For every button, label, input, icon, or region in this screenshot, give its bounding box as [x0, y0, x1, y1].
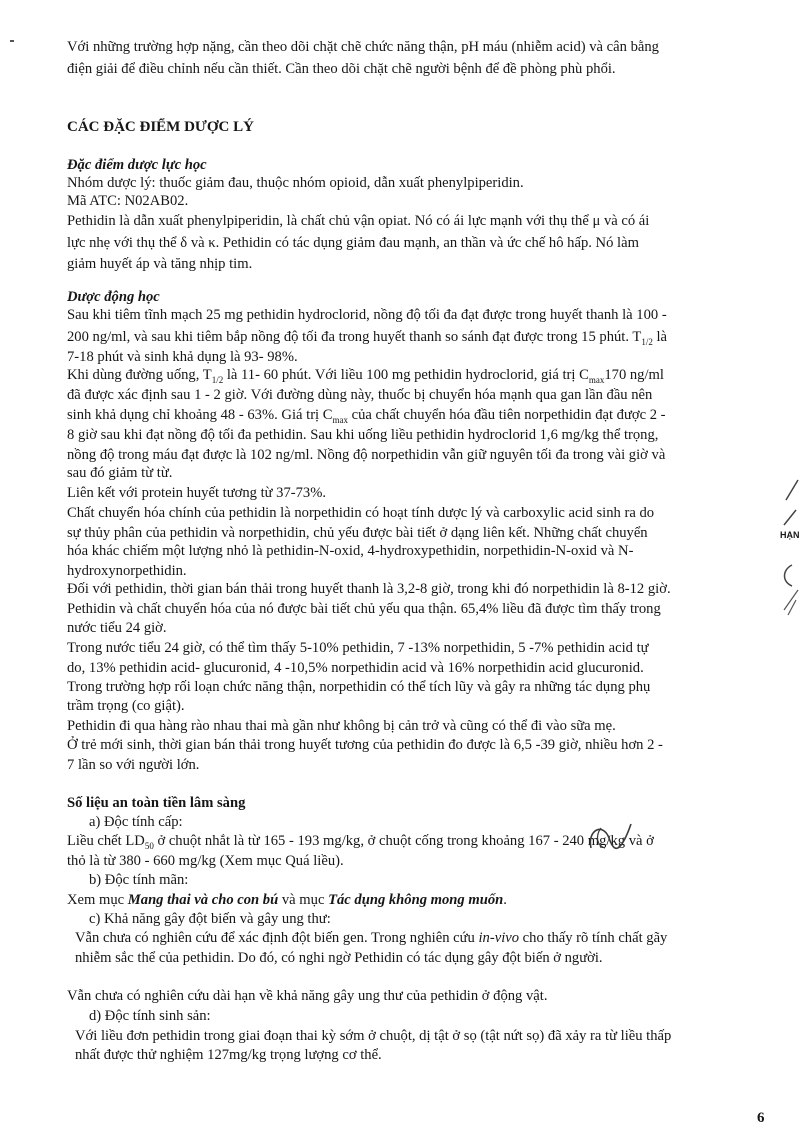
pk-line-18: Trong nước tiểu 24 giờ, có thể tìm thấy 5-10% pethidin, 7 -13% norpethidin, 5 -7% pethidin acid tự: [67, 640, 649, 656]
pk-line-4: Khi dùng đường uống, $T_{1/2}$ là 11- 60 phút. Với liều 100 mg pethidin hydroclorid, giá trị $C_{max}170$ ng/ml: [67, 367, 664, 385]
pk-line-3: 7-18 phút và sinh khả dụng là 93- 98%.: [67, 349, 298, 365]
safety-d-line-1: Với liều đơn pethidin trong giai đoạn thai kỳ sớm ở chuột, dị tật ở sọ (tật nứt sọ) đã xảy ra từ liều thấp: [75, 1028, 672, 1044]
pk-heading: Dược động học: [67, 289, 160, 305]
pk-line-12: sự thủy phân của pethidin và norpethidin, chủ yếu được bài tiết ở dạng liên kết. Những chất chuyển: [67, 525, 648, 541]
pk-line-14: hydroxynorpethidin.: [67, 563, 187, 579]
pk-line-20: Trong trường hợp rối loạn chức năng thận, norpethidin có thể tích lũy và gây ra những tác dụng phụ: [67, 679, 651, 695]
pd-heading: Đặc điểm dược lực học: [67, 157, 207, 173]
pk-line-11: Chất chuyển hóa chính của pethidin là norpethidin có hoạt tính dược lý và carboxylic acid sinh ra do: [67, 505, 655, 521]
page-number: 6: [757, 1110, 765, 1126]
stamp-text: HẠN: [780, 530, 800, 540]
pk-line-23: Ở trẻ mới sinh, thời gian bán thải trong huyết tương của pethidin đo được là 6,5 -39 giờ, nhiều hơn 2 -: [67, 737, 663, 753]
pk-line-17: nước tiểu 24 giờ.: [67, 620, 167, 636]
handwritten-mark: [585, 818, 645, 862]
pd-line-1: Nhóm dược lý: thuốc giảm đau, thuộc nhóm opioid, dẫn xuất phenylpiperidin.: [67, 175, 524, 191]
pk-line-7: 8 giờ sau khi đạt nồng độ tối đa pethidin. Sau khi uống liều pethidin hydroclorid 1,6 mg/kg thể trọng,: [67, 427, 659, 443]
safety-b-label: b) Độc tính mãn:: [89, 872, 189, 888]
pd-line-2: Mã ATC: N02AB02.: [67, 193, 189, 209]
pk-line-16: Pethidin và chất chuyển hóa của nó được bài tiết chủ yếu qua thận. 65,4% liều đã được tìm thấy trong: [67, 601, 661, 617]
intro-line-1: Với những trường hợp nặng, cần theo dõi chặt chẽ chức năng thận, pH máu (nhiễm acid) và cân bằng: [67, 39, 659, 55]
pk-line-2: 200 ng/ml, và sau khi tiêm bắp nồng độ tối đa trong huyết thanh so sánh đạt được trong 15 phút. $T_{1/2}$ là: [67, 329, 668, 347]
pk-line-22: Pethidin đi qua hàng rào nhau thai mà gần như không bị cản trở và cũng có thể đi vào sữa mẹ.: [67, 718, 616, 734]
section-heading: CÁC ĐẶC ĐIỂM DƯỢC LÝ: [67, 119, 254, 135]
pk-line-21: trầm trọng (co giật).: [67, 698, 185, 714]
pk-line-6: sinh khả dụng chỉ khoảng 48 - 63%. Giá trị $C_{max}$ của chất chuyển hóa đầu tiên norpethidin đạt được 2 -: [67, 407, 666, 425]
safety-d-label: d) Độc tính sinh sản:: [89, 1008, 211, 1024]
pd-line-3: Pethidin là dẫn xuất phenylpiperidin, là chất chủ vận opiat. Nó có ái lực mạnh với thụ thể μ và có ái: [67, 213, 650, 229]
pk-line-15: Đối với pethidin, thời gian bán thải trong huyết thanh là 3,2-8 giờ, trong khi đó norpethidin là 8-12 giờ.: [67, 581, 671, 597]
pk-line-8: nồng độ trong máu đạt được là 102 ng/ml. Nồng độ norpethidin vẫn giữ nguyên tối đa trong vài giờ và: [67, 447, 666, 463]
safety-b-line-1: Xem mục Mang thai và cho con bú và mục Tác dụng không mong muốn.: [67, 892, 507, 908]
pd-line-4: lực nhẹ với thụ thể δ và κ. Pethidin có tác dụng giảm đau mạnh, an thần và ức chế hô hấp. Nó làm: [67, 235, 639, 251]
pk-line-9: sau đó giảm từ từ.: [67, 465, 173, 481]
safety-c-line-1: Vẫn chưa có nghiên cứu để xác định đột biến gen. Trong nghiên cứu in-vivo cho thấy rõ tính chất gãy: [75, 930, 668, 946]
safety-a-label: a) Độc tính cấp:: [89, 814, 183, 830]
safety-a-line-2: thỏ là từ 380 - 660 mg/kg (Xem mục Quá liều).: [67, 853, 344, 869]
safety-c-line-2: nhiễm sắc thể của pethidin. Do đó, có nghi ngờ Pethidin có tác dụng gây đột biến ở người.: [75, 950, 603, 966]
safety-d-line-2: nhất được thử nghiệm 127mg/kg trọng lượng cơ thể.: [75, 1047, 382, 1063]
pk-line-13: hóa khác chiếm một lượng nhỏ là pethidin-N-oxid, 4-hydroxypethidin, norpethidin-N-oxid và N-: [67, 543, 634, 559]
pd-line-5: giảm huyết áp và tăng nhịp tim.: [67, 256, 253, 272]
safety-a-line-1: Liều chết $LD_{50}$ ở chuột nhắt là từ 165 - 193 mg/kg, ở chuột cống trong khoảng 167 - 240 mg/kg và ở: [67, 833, 654, 851]
scan-speck: [10, 40, 14, 42]
safety-heading: Số liệu an toàn tiền lâm sàng: [67, 795, 246, 811]
safety-c-line-3: Vẫn chưa có nghiên cứu dài hạn về khả năng gây ung thư của pethidin ở động vật.: [67, 988, 548, 1004]
stamp-fragment: [778, 470, 800, 640]
pk-line-1: Sau khi tiêm tĩnh mạch 25 mg pethidin hydroclorid, nồng độ tối đa đạt được trong huyết thanh là 100 -: [67, 307, 667, 323]
pk-line-24: 7 lần so với người lớn.: [67, 757, 200, 773]
intro-line-2: điện giải để điều chỉnh nếu cần thiết. Cần theo dõi chặt chẽ người bệnh để đề phòng phù phổi.: [67, 61, 616, 77]
safety-c-label: c) Khả năng gây đột biến và gây ung thư:: [89, 911, 331, 927]
pk-line-10: Liên kết với protein huyết tương từ 37-73%.: [67, 485, 327, 501]
pk-line-5: đã được xác định sau 1 - 2 giờ. Với đường dùng này, thuốc bị chuyển hóa mạnh qua gan lần đầu nên: [67, 387, 653, 403]
pk-line-19: do, 13% pethidin acid- glucuronid, 4 -10,5% norpethidin acid và 16% norpethidin acid glucuronid.: [67, 660, 644, 676]
